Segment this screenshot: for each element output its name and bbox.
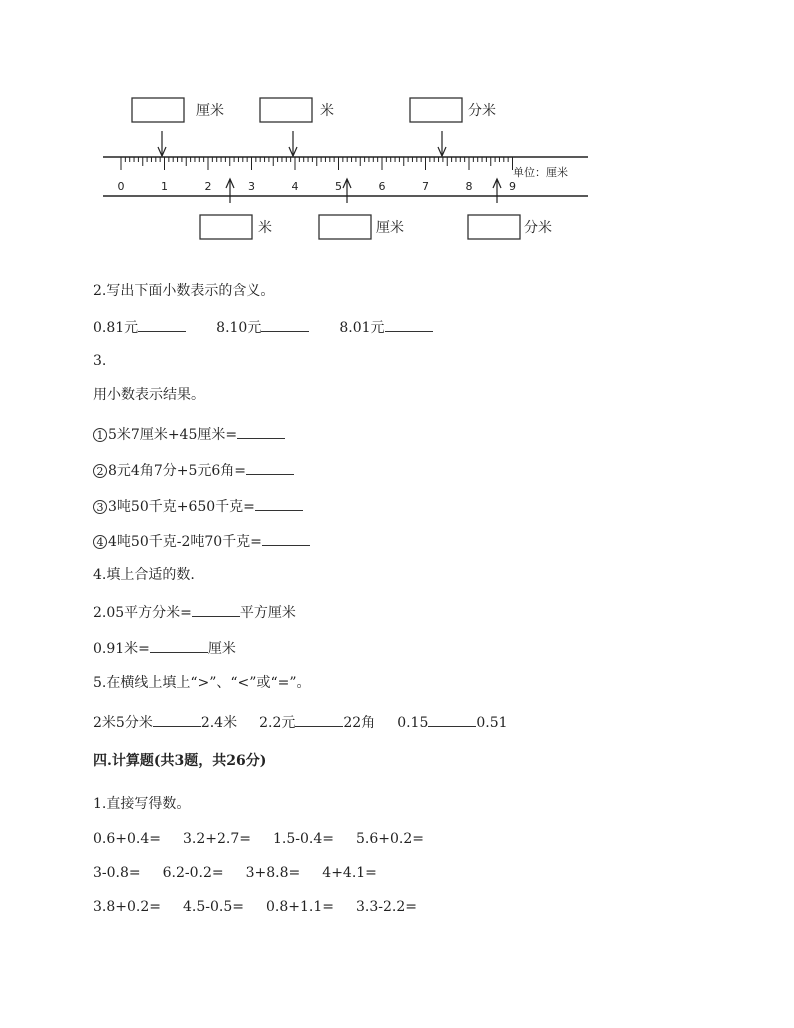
bottom-answer-box-2[interactable] [319, 215, 404, 239]
answer-blank[interactable] [295, 712, 343, 727]
calc-row-3 [93, 898, 417, 916]
calc-item: 0.8+1.1= [266, 899, 334, 915]
answer-blank[interactable] [237, 424, 285, 439]
q4-title: 4.填上合适的数. [93, 567, 195, 583]
ruler-diagram [100, 95, 592, 247]
ruler-number: 3 [248, 180, 255, 193]
ruler-number: 8 [465, 180, 473, 193]
top-answer-box-2[interactable] [260, 98, 334, 122]
circled-number: 1 [93, 428, 107, 442]
ruler-number: 9 [509, 180, 516, 193]
answer-blank[interactable] [261, 317, 309, 332]
q3-item-text: 8元4角7分+5元6角= [108, 463, 246, 479]
q4-line2-pre: 0.91米= [93, 641, 150, 657]
section4-sub: 1.直接写得数。 [93, 796, 191, 812]
compare-right: 0.51 [476, 715, 508, 731]
calc-item: 3-0.8= [93, 865, 141, 881]
calc-item: 1.5-0.4= [273, 831, 334, 847]
ruler-number: 7 [422, 180, 429, 193]
q3-title: 用小数表示结果。 [93, 387, 205, 403]
bottom-unit-3: 分米 [524, 220, 552, 236]
ruler-number: 4 [291, 180, 299, 193]
q4-line2-post: 厘米 [207, 641, 236, 657]
q3-item-4 [93, 531, 310, 551]
down-arrow-icon [438, 131, 446, 156]
q3-item-text: 3吨50千克+650千克= [108, 499, 255, 515]
answer-blank[interactable] [246, 460, 294, 475]
calc-row-1 [93, 830, 424, 848]
q2-item-2: 8.10元 [216, 320, 262, 336]
ruler-number: 2 [204, 180, 212, 193]
ruler-numbers [118, 180, 517, 193]
q4-line-1 [93, 602, 296, 622]
compare-right: 2.4米 [200, 715, 238, 731]
section-heading: 四.计算题(共3题，共26分) [93, 753, 267, 769]
calc-row-2 [93, 864, 377, 882]
q4-line-2 [93, 638, 236, 658]
ruler-body [103, 157, 588, 196]
q5-items [93, 712, 508, 732]
compare-left: 2米5分米 [93, 715, 153, 731]
q3-item-text: 5米7厘米+45厘米= [108, 427, 238, 443]
answer-blank[interactable] [153, 712, 201, 727]
q2-title: 2.写出下面小数表示的含义。 [93, 283, 275, 299]
down-arrow-icon [158, 131, 166, 156]
ruler-number: 1 [161, 180, 168, 193]
answer-blank[interactable] [385, 317, 433, 332]
ruler-number: 0 [117, 180, 125, 193]
down-arrow-icon [289, 131, 297, 156]
calc-item: 4.5-0.5= [183, 899, 244, 915]
top-answer-box-3[interactable] [410, 98, 496, 122]
top-answer-box-1[interactable] [132, 98, 224, 122]
q5-title: 5.在横线上填上“>”、“<”或“=”。 [93, 675, 311, 691]
answer-blank[interactable] [192, 602, 240, 617]
answer-blank[interactable] [150, 638, 208, 653]
compare-left: 0.15 [397, 715, 429, 731]
answer-blank[interactable] [428, 712, 476, 727]
calc-item: 3.8+0.2= [93, 899, 161, 915]
bottom-unit-1: 米 [258, 220, 272, 236]
answer-blank[interactable] [255, 496, 303, 511]
q4-line1-pre: 2.05平方分米= [93, 605, 192, 621]
calc-item: 3+8.8= [245, 865, 301, 881]
up-arrow-icon [493, 179, 501, 203]
ruler-ticks [121, 157, 513, 170]
q2-items [93, 317, 433, 337]
q3-item-3 [93, 496, 303, 516]
circled-number: 4 [93, 535, 107, 549]
bottom-unit-2: 厘米 [376, 220, 404, 236]
calc-item: 4+4.1= [322, 865, 377, 881]
top-unit-3: 分米 [468, 103, 496, 119]
circled-number: 2 [93, 464, 107, 478]
top-unit-2: 米 [320, 103, 334, 119]
up-arrow-icon [343, 179, 351, 203]
calc-item: 5.6+0.2= [356, 831, 424, 847]
answer-blank[interactable] [138, 317, 186, 332]
q3-item-1 [93, 424, 285, 444]
ruler-unit-caption: 单位：厘米 [513, 166, 568, 179]
compare-right: 22角 [343, 715, 376, 731]
calc-item: 6.2-0.2= [162, 865, 224, 881]
bottom-answer-box-3[interactable] [468, 215, 552, 239]
q2-item-3: 8.01元 [339, 320, 385, 336]
circled-number: 3 [93, 500, 107, 514]
q3-number: 3. [93, 353, 107, 369]
calc-item: 3.2+2.7= [183, 831, 251, 847]
q4-line1-post: 平方厘米 [239, 605, 296, 621]
q3-item-2 [93, 460, 294, 480]
up-arrow-icon [226, 179, 234, 203]
ruler-number: 5 [335, 180, 342, 193]
bottom-answer-box-1[interactable] [200, 215, 272, 239]
q2-item-1: 0.81元 [93, 320, 139, 336]
q3-item-text: 4吨50千克-2吨70千克= [108, 534, 262, 550]
calc-item: 0.6+0.4= [93, 831, 161, 847]
answer-blank[interactable] [262, 531, 310, 546]
ruler-number: 6 [378, 180, 386, 193]
top-unit-1: 厘米 [196, 103, 224, 119]
compare-left: 2.2元 [259, 715, 296, 731]
calc-item: 3.3-2.2= [356, 899, 417, 915]
